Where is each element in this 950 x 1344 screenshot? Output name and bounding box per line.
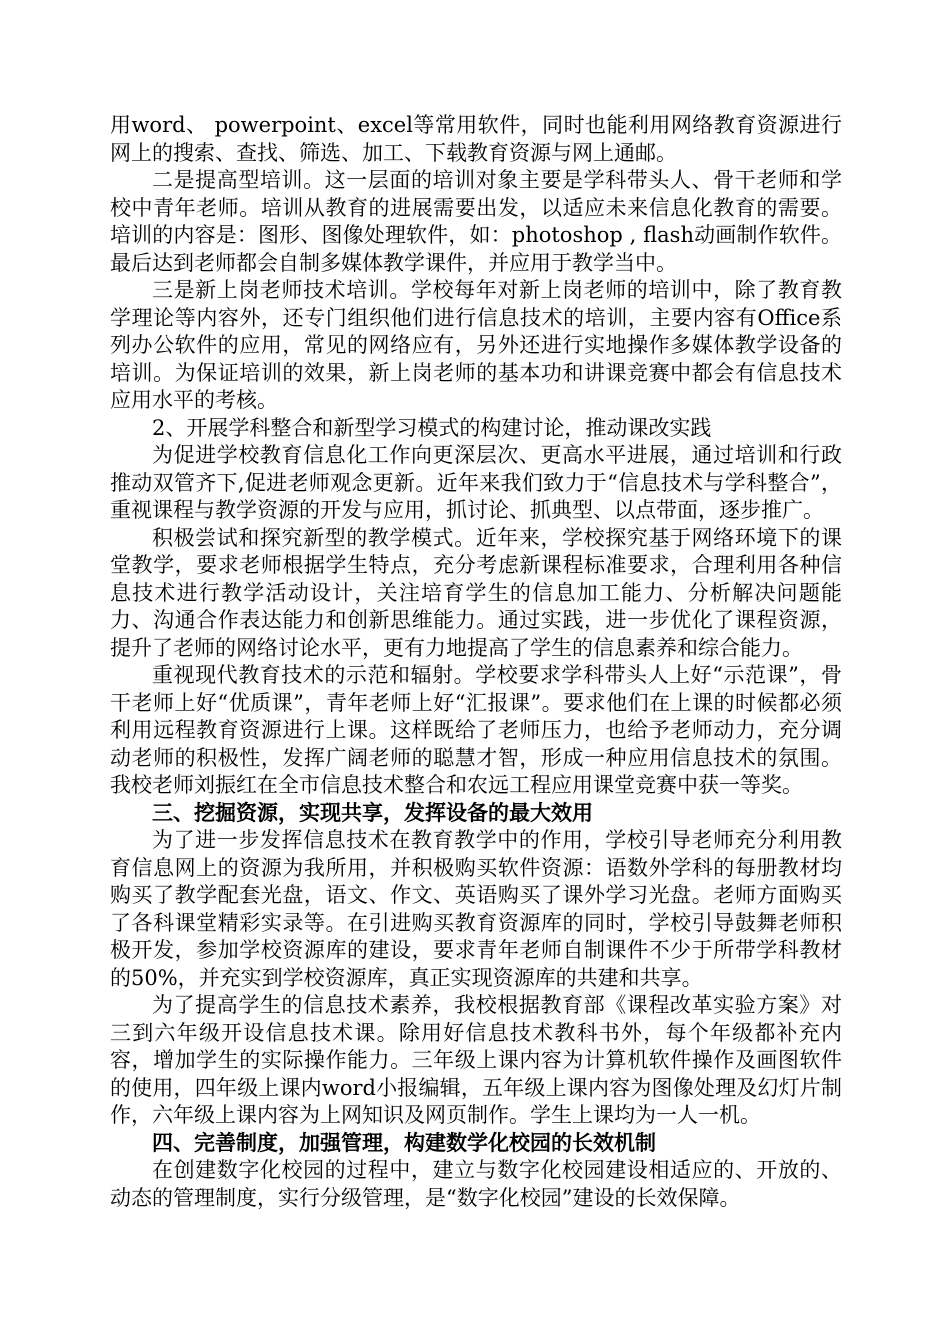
section-heading: 三、挖掘资源，实现共享，发挥设备的最大效用 — [152, 800, 593, 825]
paragraph: 为促进学校教育信息化工作向更深层次、更高水平进展，通过培训和行政推动双管齐下,促进老师观念更新。近年来我们致力于“信息技术与学科整合”，重视课程与教学资源的开发与应用，抓讨论、抓典型、以点带面，逐步推广。 — [110, 443, 842, 522]
paragraph: 二是提高型培训。这一层面的培训对象主要是学科带头人、骨干老师和学校中青年老师。培训从教育的进展需要出发，以适应未来信息化教育的需要。培训的内容是：图形、图像处理软件，如：photoshop , flash动画制作软件。最后达到老师都会自制多媒体教学课件，并应用于教学当中。 — [110, 168, 842, 275]
subsection-heading: 2、开展学科整合和新型学习模式的构建讨论，推动课改实践 — [152, 415, 712, 440]
paragraph: 在创建数字化校园的过程中，建立与数字化校园建设相适应的、开放的、动态的管理制度，实行分级管理，是“数字化校园”建设的长效保障。 — [110, 1158, 842, 1210]
paragraph: 为了提高学生的信息技术素养，我校根据教育部《课程改革实验方案》对三到六年级开设信息技术课。除用好信息技术教科书外，每个年级都补充内容，增加学生的实际操作能力。三年级上课内容为计算机软件操作及画图软件的使用，四年级上课内word小报编辑，五年级上课内容为图像处理及幻灯片制作，六年级上课内容为上网知识及网页制作。学生上课均为一人一机。 — [110, 993, 842, 1127]
paragraph: 用word、 powerpoint、excel等常用软件，同时也能利用网络教育资源进行网上的搜索、查找、筛选、加工、下载教育资源与网上通邮。 — [110, 113, 842, 165]
paragraph: 为了进一步发挥信息技术在教育教学中的作用，学校引导老师充分利用教育信息网上的资源为我所用，并积极购买软件资源：语数外学科的每册教材均购买了教学配套光盘，语文、作文、英语购买了课外学习光盘。老师方面购买了各科课堂精彩实录等。在引进购买教育资源库的同时，学校引导鼓舞老师积极开发，参加学校资源库的建设，要求青年老师自制课件不少于所带学科教材的50%，并充实到学校资源库，真正实现资源库的共建和共享。 — [110, 828, 842, 990]
paragraph: 三是新上岗老师技术培训。学校每年对新上岗老师的培训中，除了教育教学理论等内容外，还专门组织他们进行信息技术的培训，主要内容有Office系列办公软件的应用，常见的网络应有，另外还进行实地操作多媒体教学设备的培训。为保证培训的效果，新上岗老师的基本功和讲课竞赛中都会有信息技术应用水平的考核。 — [110, 278, 842, 412]
paragraph: 积极尝试和探究新型的教学模式。近年来，学校探究基于网络环境下的课堂教学，要求老师根据学生特点，充分考虑新课程标准要求，合理利用各种信息技术进行教学活动设计，关注培育学生的信息加工能力、分析解决问题能力、沟通合作表达能力和创新思维能力。通过实践，进一步优化了课程资源，提升了老师的网络讨论水平，更有力地提高了学生的信息素养和综合能力。 — [110, 525, 842, 660]
paragraph: 重视现代教育技术的示范和辐射。学校要求学科带头人上好“示范课”，骨干老师上好“优质课”，青年老师上好“汇报课”。要求他们在上课的时候都必须利用远程教育资源进行上课。这样既给了老师压力，也给予老师动力，充分调动老师的积极性，发挥广阔老师的聪慧才智，形成一种应用信息技术的氛围。我校老师刘振红在全市信息技术整合和农远工程应用课堂竞赛中获一等奖。 — [110, 663, 842, 797]
section-heading: 四、完善制度，加强管理，构建数学化校园的长效机制 — [152, 1130, 656, 1155]
document-page — [110, 112, 842, 1212]
